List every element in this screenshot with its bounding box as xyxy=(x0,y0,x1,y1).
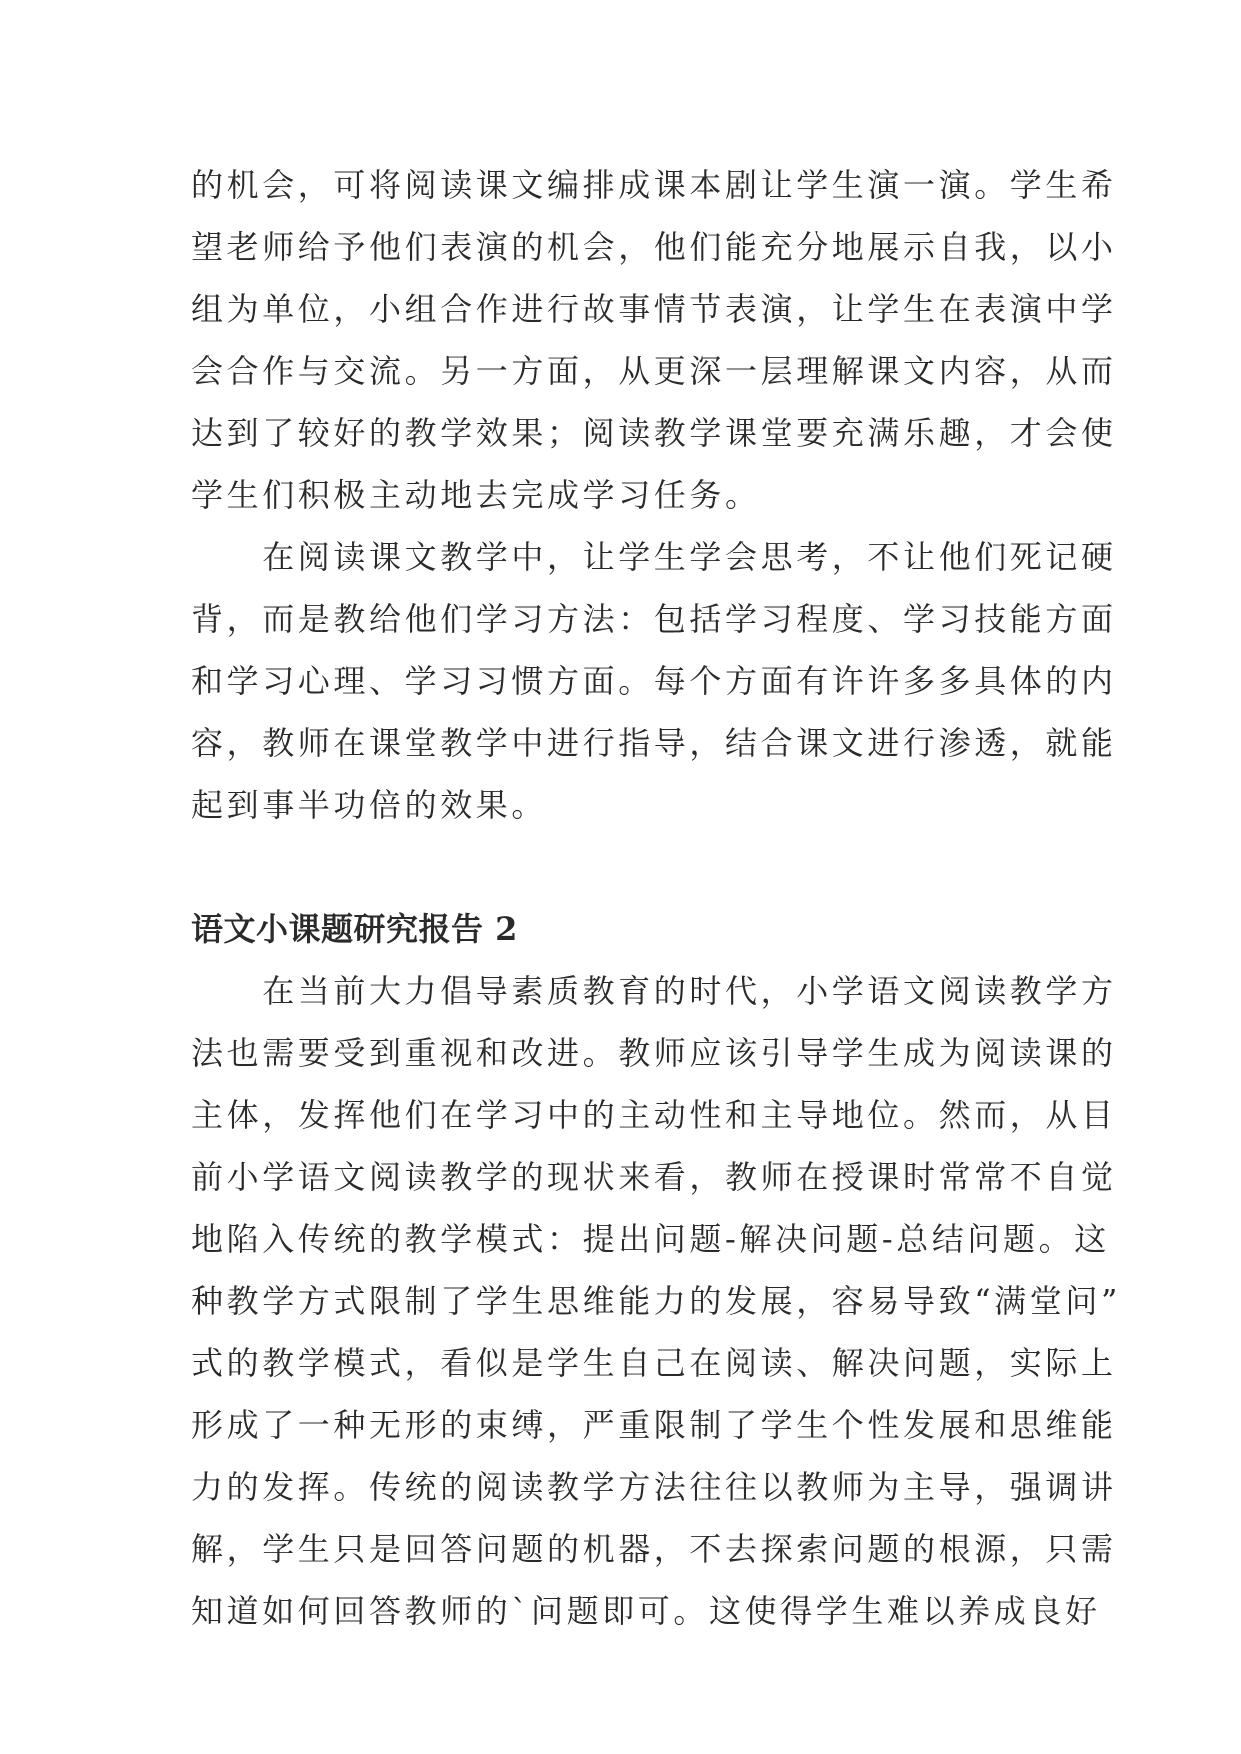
text-line: 形成了一种无形的束缚，严重限制了学生个性发展和思维能 xyxy=(191,1406,1117,1444)
text-line: 法也需要受到重视和改进。教师应该引导学生成为阅读课的 xyxy=(191,1034,1117,1072)
text-line: 种教学方式限制了学生思维能力的发展，容易导致“满堂问” xyxy=(191,1282,1121,1320)
text-line: 前小学语文阅读教学的现状来看，教师在授课时常常不自觉 xyxy=(191,1158,1117,1196)
text-line: 容，教师在课堂教学中进行指导，结合课文进行渗透，就能 xyxy=(191,724,1117,762)
paragraph-2 xyxy=(191,526,1117,836)
section-heading: 语文小课题研究报告 2 xyxy=(191,910,518,948)
text-line: 起到事半功倍的效果。 xyxy=(191,786,548,824)
text-line: 和学习心理、学习习惯方面。每个方面有许许多多具体的内 xyxy=(191,662,1117,700)
text-line: 组为单位，小组合作进行故事情节表演，让学生在表演中学 xyxy=(191,290,1117,328)
text-line: 主体，发挥他们在学习中的主动性和主导地位。然而，从目 xyxy=(191,1096,1117,1134)
text-line: 学生们积极主动地去完成学习任务。 xyxy=(191,476,761,514)
text-line: 背，而是教给他们学习方法：包括学习程度、学习技能方面 xyxy=(191,600,1117,638)
text-line: 在当前大力倡导素质教育的时代，小学语文阅读教学方 xyxy=(191,972,1117,1010)
paragraph-1 xyxy=(191,154,1117,526)
text-line: 的机会，可将阅读课文编排成课本剧让学生演一演。学生希 xyxy=(191,166,1117,204)
text-line: 望老师给予他们表演的机会，他们能充分地展示自我，以小 xyxy=(191,228,1117,266)
text-line: 知道如何回答教师的`问题即可。这使得学生难以养成良好 xyxy=(191,1592,1101,1630)
blank-line-spacer xyxy=(191,836,1051,898)
text-line: 在阅读课文教学中，让学生学会思考，不让他们死记硬 xyxy=(191,538,1117,576)
text-line: 式的教学模式，看似是学生自己在阅读、解决问题，实际上 xyxy=(191,1344,1117,1382)
text-line: 达到了较好的教学效果；阅读教学课堂要充满乐趣，才会使 xyxy=(191,414,1117,452)
text-line: 地陷入传统的教学模式：提出问题-解决问题-总结问题。这 xyxy=(191,1220,1110,1258)
text-line: 会合作与交流。另一方面，从更深一层理解课文内容，从而 xyxy=(191,352,1117,390)
text-line: 解，学生只是回答问题的机器，不去探索问题的根源，只需 xyxy=(191,1530,1117,1568)
text-line: 力的发挥。传统的阅读教学方法往往以教师为主导，强调讲 xyxy=(191,1468,1117,1506)
document-body xyxy=(191,154,1121,1642)
paragraph-3 xyxy=(191,960,1121,1642)
